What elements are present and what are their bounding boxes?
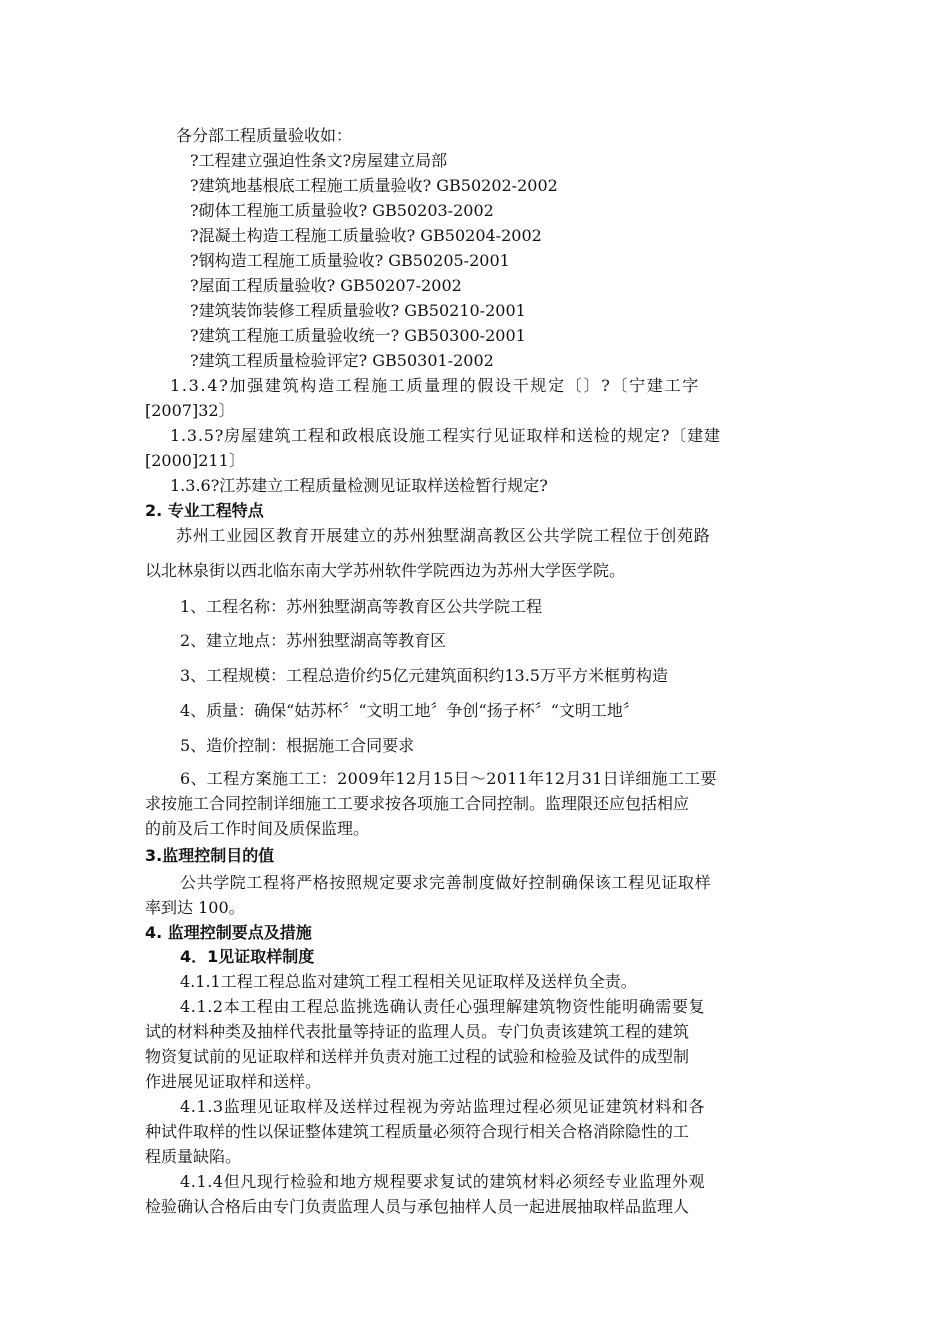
intro-line: 各分部工程质量验收如： <box>176 126 353 145</box>
paragraph-4-1-2-line: 试的材料种类及抽样代表批量等持证的监理人员。专门负责该建筑工程的建筑 <box>145 1022 690 1041</box>
paragraph-4-1-2-line: 4.1.2本工程由工程总监挑选确认责任心强理解建筑物资性能明确需要复 <box>180 997 706 1016</box>
section-4-heading: 4. 监理控制要点及措施 <box>145 923 312 942</box>
item-1-3-4-line: [2007]32〕 <box>145 401 235 420</box>
standard-line: ?工程建立强迫性条文?房屋建立局部 <box>190 151 448 170</box>
section-2-heading: 2. 专业工程特点 <box>145 501 264 520</box>
paragraph-4-1-2-line: 物资复试前的见证取样和送样并负责对施工过程的试验和检验及试件的成型制 <box>145 1047 690 1066</box>
standard-line: ?建筑地基根底工程施工质量验收? GB50202-2002 <box>190 176 558 195</box>
section-2-paragraph-line: 以北林泉街以西北临东南大学苏州软件学院西边为苏州大学医学院。 <box>145 561 626 580</box>
paragraph-4-1-3-line: 4.1.3监理见证取样及送样过程视为旁站监理过程必须见证建筑材料和各 <box>180 1097 706 1116</box>
project-item-6-line: 6、工程方案施工工：2009年12月15日～2011年12月31日详细施工工要 <box>180 769 717 788</box>
section-3-paragraph-line: 率到达 100。 <box>145 898 245 917</box>
item-1-3-5-line: 1.3.5?房屋建筑工程和政根底设施工程实行见证取样和送检的规定?〔建建 <box>170 426 721 445</box>
paragraph-4-1-3-line: 种试件取样的性以保证整体建筑工程质量必须符合现行相关合格消除隐性的工 <box>145 1122 690 1141</box>
project-item: 4、质量：确保“姑苏杯〞“文明工地〞争创“扬子杯〞“文明工地〞 <box>180 701 639 720</box>
section-3-paragraph-line: 公共学院工程将严格按照规定要求完善制度做好控制确保该工程见证取样 <box>180 873 712 892</box>
item-1-3-5-line: [2000]211〕 <box>145 451 245 470</box>
item-1-3-6-line: 1.3.6?江苏建立工程质量检测见证取样送检暂行规定? <box>170 476 548 495</box>
standard-line: ?屋面工程质量验收? GB50207-2002 <box>190 276 462 295</box>
paragraph-4-1-3-line: 程质量缺陷。 <box>145 1147 242 1166</box>
standard-line: ?建筑工程施工质量验收统一? GB50300-2001 <box>190 326 526 345</box>
paragraph-4-1-4-line: 检验确认合格后由专门负责监理人员与承包抽样人员一起进展抽取样品监理人 <box>145 1197 690 1216</box>
section-2-paragraph-line: 苏州工业园区教育开展建立的苏州独墅湖高教区公共学院工程位于创苑路 <box>176 526 711 545</box>
section-4-1-heading: 4．1见证取样制度 <box>180 947 315 966</box>
paragraph-4-1-1: 4.1.1工程工程总监对建筑工程工程相关见证取样及送样负全责。 <box>180 972 637 991</box>
standard-line: ?建筑装饰装修工程质量验收? GB50210-2001 <box>190 301 526 320</box>
paragraph-4-1-2-line: 作进展见证取样和送样。 <box>145 1072 322 1091</box>
project-item: 5、造价控制：根据施工合同要求 <box>180 736 415 755</box>
standard-line: ?混凝土构造工程施工质量验收? GB50204-2002 <box>190 226 542 245</box>
project-item-6-line: 的前及后工作时间及质保监理。 <box>145 819 370 838</box>
standard-line: ?建筑工程质量检验评定? GB50301-2002 <box>190 351 494 370</box>
paragraph-4-1-4-line: 4.1.4但凡现行检验和地方规程要求复试的建筑材料必须经专业监理外观 <box>180 1172 706 1191</box>
standard-line: ?钢构造工程施工质量验收? GB50205-2001 <box>190 251 510 270</box>
item-1-3-4-line: 1.3.4?加强建筑构造工程施工质量理的假设干规定〔〕?〔宁建工字 <box>170 376 700 395</box>
standard-line: ?砌体工程施工质量验收? GB50203-2002 <box>190 201 494 220</box>
project-item-6-line: 求按施工合同控制详细施工工要求按各项施工合同控制。监理限还应包括相应 <box>145 794 690 813</box>
project-item: 2、建立地点：苏州独墅湖高等教育区 <box>180 631 447 650</box>
project-item: 1、工程名称：苏州独墅湖高等教育区公共学院工程 <box>180 597 543 616</box>
project-item: 3、工程规模：工程总造价约5亿元建筑面积约13.5万平方米框剪构造 <box>180 666 668 685</box>
section-3-heading: 3.监理控制目的值 <box>145 846 275 865</box>
